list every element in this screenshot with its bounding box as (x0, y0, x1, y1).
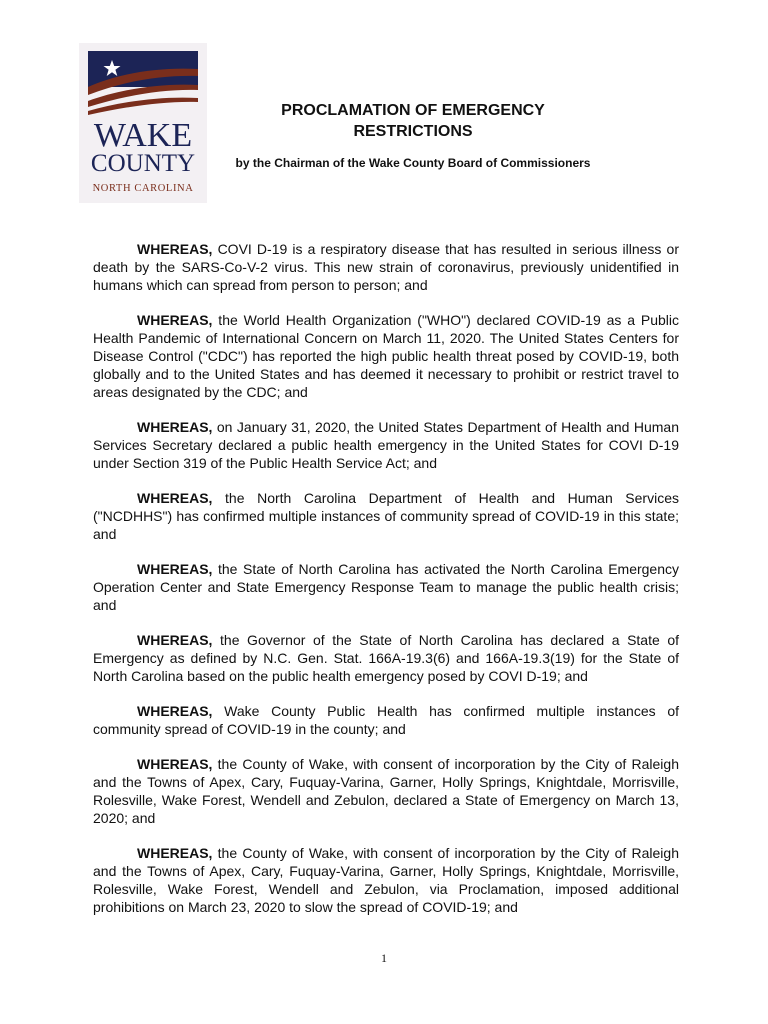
paragraph-text: on January 31, 2020, the United States Department of Health and Human Services Secretary declared a public health emergency in the United States for COVI D-19 under Section 319 of the Public Health Service Act; and (93, 419, 679, 471)
logo-wake-text: WAKE (93, 117, 193, 154)
whereas-keyword: WHEREAS, (137, 419, 213, 435)
logo-county-text: COUNTY (90, 150, 196, 177)
whereas-keyword: WHEREAS, (137, 490, 213, 506)
whereas-paragraph-3 (93, 418, 679, 472)
page-number: 1 (381, 951, 387, 965)
paragraph-text: Wake County Public Health has confirmed multiple instances of community spread of COVID-19 in the county; and (93, 703, 679, 737)
logo-emblem-icon (79, 43, 207, 123)
document-body (93, 240, 679, 933)
document-subtitle: by the Chairman of the Wake County Board of Commissioners (235, 156, 591, 170)
paragraph-text: the World Health Organization ("WHO") declared COVID-19 as a Public Health Pandemic of International Concern on March 11, 2020. The United States Centers for Disease Control ("CDC") has reported the high public health threat posed by COVID-19, both globally and to the United States and has deemed it necessary to prohibit or restrict travel to areas designated by the CDC; and (93, 312, 679, 400)
whereas-keyword: WHEREAS, (137, 845, 213, 861)
whereas-paragraph-9 (93, 844, 679, 916)
paragraph-text: the State of North Carolina has activated the North Carolina Emergency Operation Center and State Emergency Response Team to manage the public health crisis; and (93, 561, 679, 613)
whereas-keyword: WHEREAS, (137, 756, 213, 772)
whereas-paragraph-4 (93, 489, 679, 543)
whereas-keyword: WHEREAS, (137, 632, 213, 648)
wake-county-logo (79, 43, 207, 203)
paragraph-text: the Governor of the State of North Carolina has declared a State of Emergency as defined by N.C. Gen. Stat. 166A-19.3(6) and 166A-19.3(19) for the State of North Carolina based on the public health emergency posed by COVI D-19; and (93, 632, 679, 684)
paragraph-text: the County of Wake, with consent of incorporation by the City of Raleigh and the Towns of Apex, Cary, Fuquay-Varina, Garner, Holly Springs, Knightdale, Morrisville, Rolesville, Wake Forest, Wendell and Zebulon, declared a State of Emergency on March 13, 2020; and (93, 756, 679, 826)
document-title: PROCLAMATION OF EMERGENCY RESTRICTIONS (281, 102, 545, 140)
whereas-paragraph-2 (93, 311, 679, 401)
whereas-paragraph-1 (93, 240, 679, 294)
whereas-paragraph-8 (93, 755, 679, 827)
whereas-paragraph-7 (93, 702, 679, 738)
whereas-paragraph-5 (93, 560, 679, 614)
paragraph-text: the County of Wake, with consent of incorporation by the City of Raleigh and the Towns of Apex, Cary, Fuquay-Varina, Garner, Holly Springs, Knightdale, Morrisville, Rolesville, Wake Forest, Wendell and Zebulon, via Proclamation, imposed additional prohibitions on March 23, 2020 to slow the spread of COVID-19; and (93, 845, 679, 915)
whereas-keyword: WHEREAS, (137, 241, 213, 257)
paragraph-text: COVI D-19 is a respiratory disease that has resulted in serious illness or death by the SARS-Co-V-2 virus. This new strain of coronavirus, previously unidentified in humans which can spread from person to person; and (93, 241, 679, 293)
paragraph-text: the North Carolina Department of Health and Human Services ("NCDHHS") has confirmed multiple instances of community spread of COVID-19 in this state; and (93, 490, 679, 542)
whereas-keyword: WHEREAS, (137, 561, 213, 577)
whereas-keyword: WHEREAS, (137, 703, 213, 719)
whereas-keyword: WHEREAS, (137, 312, 213, 328)
whereas-paragraph-6 (93, 631, 679, 685)
logo-state-text: NORTH CAROLINA (92, 183, 194, 194)
